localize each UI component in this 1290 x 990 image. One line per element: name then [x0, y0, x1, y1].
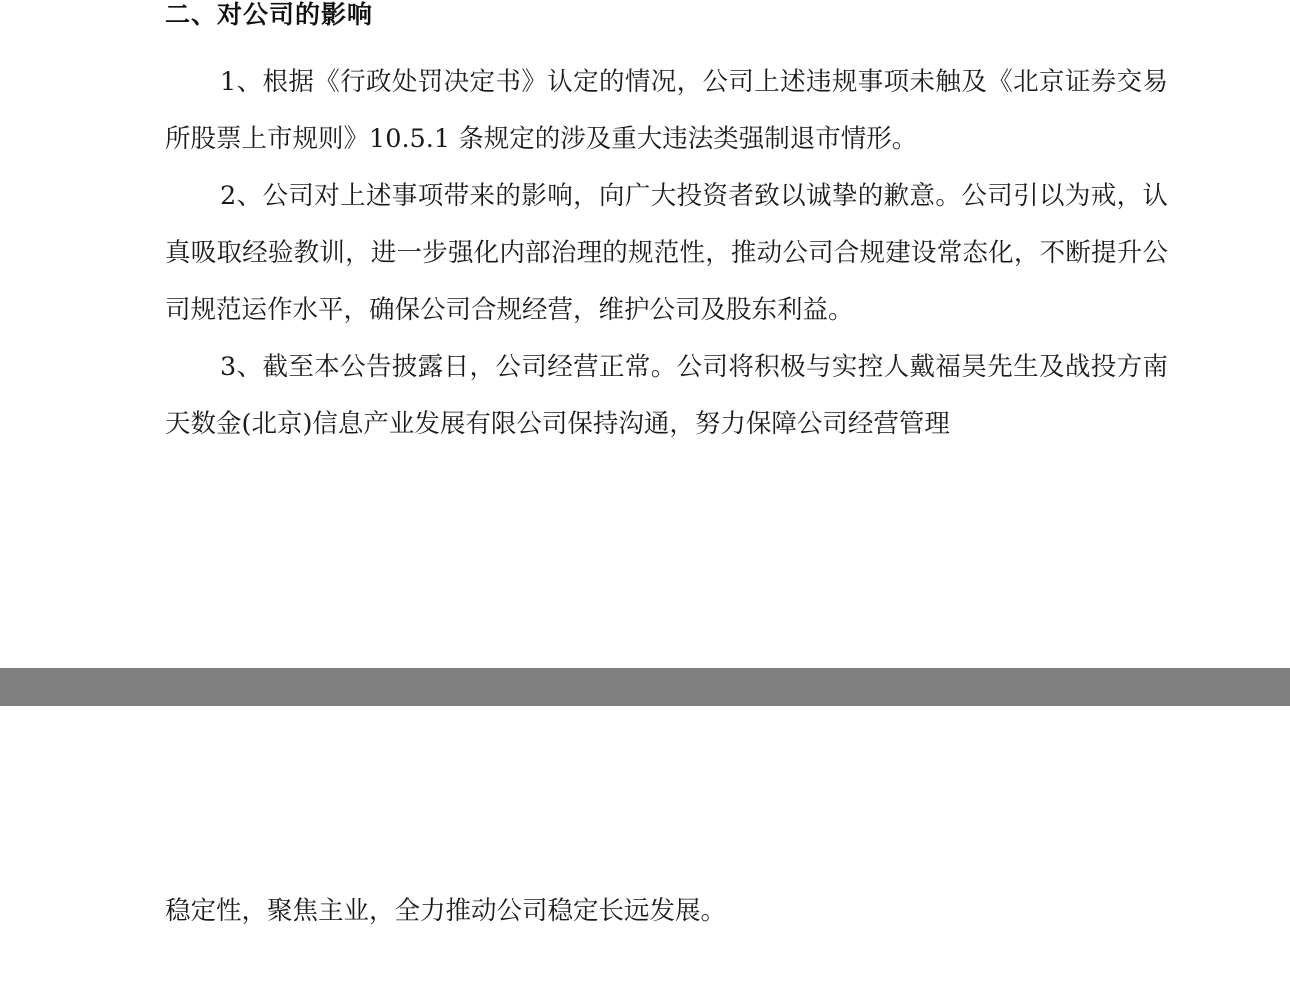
paragraph-3: 3、截至本公告披露日，公司经营正常。公司将积极与实控人戴福昊先生及战投方南天数金(北京)信息产业发展有限公司保持沟通，努力保障公司经营管理 — [165, 352, 1168, 439]
page-bottom — [0, 706, 1290, 990]
paragraph-2: 2、公司对上述事项带来的影响，向广大投资者致以诚挚的歉意。公司引以为戒，认真吸取经验教训，进一步强化内部治理的规范性，推动公司合规建设常态化，不断提升公司规范运作水平，确保公司合规经营，维护公司及股东利益。 — [165, 181, 1168, 325]
section-heading: 二、对公司的影响 — [165, 0, 374, 29]
paragraph-1: 1、根据《行政处罚决定书》认定的情况，公司上述违规事项未触及《北京证券交易所股票上市规则》10.5.1 条规定的涉及重大违法类强制退市情形。 — [165, 67, 1168, 154]
paragraph-3-continuation: 稳定性，聚焦主业，全力推动公司稳定长远发展。 — [165, 896, 727, 926]
page-separator — [0, 668, 1290, 706]
